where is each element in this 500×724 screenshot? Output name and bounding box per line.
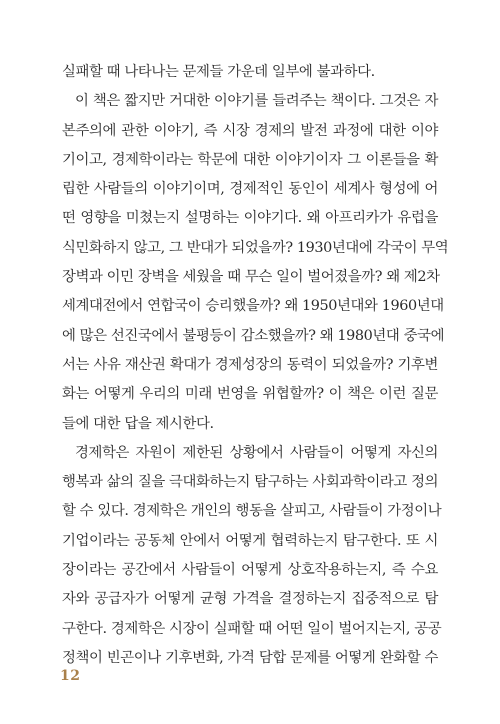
body-text: [62, 58, 449, 673]
page-number: 12: [60, 668, 81, 684]
text-line: 할 수 있다. 경제학은 개인의 행동을 살피고, 사람들이 가정이나: [62, 503, 442, 520]
text-line: 장이라는 공간에서 사람들이 어떻게 상호작용하는지, 즉 수요: [62, 562, 438, 579]
text-line: 실패할 때 나타나는 문제들 가운데 일부에 불과하다.: [62, 64, 375, 80]
text-line: 정책이 빈곤이나 기후변화, 가격 담합 문제를 어떻게 완화할 수: [62, 649, 438, 666]
text-line: 립한 사람들의 이야기이며, 경제적인 동인이 세계사 형성에 어: [62, 181, 438, 198]
text-line: 자와 공급자가 어떻게 균형 가격을 결정하는지 집중적으로 탐: [62, 591, 438, 608]
paragraph-first-line: 이 책은 짧지만 거대한 이야기를 들려주는 책이다. 그것은 자: [75, 93, 438, 110]
text-line: 기이고, 경제학이라는 학문에 대한 이야기이자 그 이론들을 확: [62, 151, 438, 168]
text-line: 구한다. 경제학은 시장이 실패할 때 어떤 일이 벌어지는지, 공공: [62, 620, 442, 637]
text-line: 떤 영향을 미쳤는지 설명하는 이야기다. 왜 아프리카가 유럽을: [62, 210, 438, 227]
text-line: 식민화하지 않고, 그 반대가 되었을까? 1930년대에 각국이 무역: [62, 239, 449, 256]
text-line: 세계대전에서 연합국이 승리했을까? 왜 1950년대와 1960년대: [62, 298, 444, 315]
text-line: 행복과 삶의 질을 극대화하는지 탐구하는 사회과학이라고 정의: [62, 474, 439, 491]
paragraph-first-line: 경제학은 자원이 제한된 상황에서 사람들이 어떻게 자신의: [75, 444, 438, 461]
text-line: 들에 대한 답을 제시한다.: [62, 415, 214, 432]
text-line: 장벽과 이민 장벽을 세웠을 때 무슨 일이 벌어졌을까? 왜 제2차: [62, 269, 440, 286]
text-line: 본주의에 관한 이야기, 즉 시장 경제의 발전 과정에 대한 이야: [62, 122, 438, 139]
text-line: 화는 어떻게 우리의 미래 번영을 위협할까? 이 책은 이런 질문: [62, 386, 438, 403]
text-line: 서는 사유 재산권 확대가 경제성장의 동력이 되었을까? 기후변: [62, 356, 438, 373]
text-line: 기업이라는 공동체 안에서 어떻게 협력하는지 탐구한다. 또 시: [62, 532, 438, 549]
text-line: 에 많은 선진국에서 불평등이 감소했을까? 왜 1980년대 중국에: [62, 327, 445, 344]
